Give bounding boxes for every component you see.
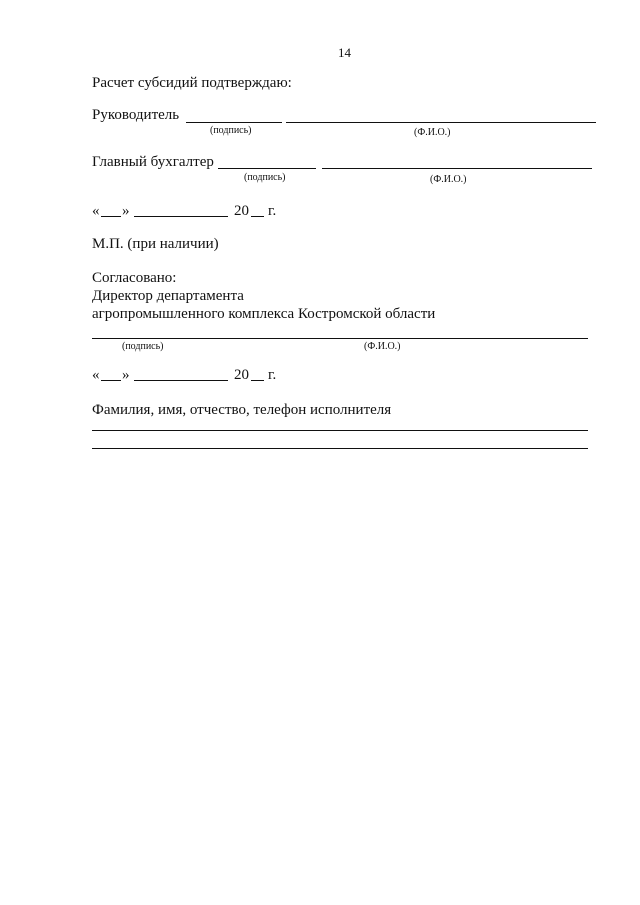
approval-name-caption: (Ф.И.О.): [364, 341, 401, 352]
approval-signature-line: [92, 338, 588, 339]
date-2-day-line: [101, 380, 121, 381]
chief-accountant-signature-line: [218, 168, 316, 169]
date-2-close-quote: »: [122, 367, 130, 383]
chief-accountant-name-caption: (Ф.И.О.): [430, 174, 467, 185]
head-signature-line: [186, 122, 282, 123]
approval-title-line-1: Директор департамента: [92, 288, 244, 304]
head-signature-caption: (подпись): [210, 125, 252, 136]
date-1-open-quote: «: [92, 203, 100, 219]
date-1-month-line: [134, 216, 228, 217]
approval-signature-caption: (подпись): [122, 341, 164, 352]
chief-accountant-label: Главный бухгалтер: [92, 154, 214, 170]
head-name-line: [286, 122, 596, 123]
date-2-month-line: [134, 380, 228, 381]
date-1-year-suffix: г.: [268, 203, 277, 219]
executor-label: Фамилия, имя, отчество, телефон исполнителя: [92, 402, 392, 418]
date-2-year-line: [251, 380, 264, 381]
confirm-heading: Расчет субсидий подтверждаю:: [92, 75, 292, 91]
date-2-open-quote: «: [92, 367, 100, 383]
date-1-close-quote: »: [122, 203, 130, 219]
chief-accountant-signature-caption: (подпись): [244, 172, 286, 183]
date-2-year-prefix: 20: [234, 367, 249, 383]
chief-accountant-name-line: [322, 168, 592, 169]
approval-title-line-2: агропромышленного комплекса Костромской области: [92, 306, 436, 322]
date-2-year-suffix: г.: [268, 367, 277, 383]
approval-heading: Согласовано:: [92, 270, 177, 286]
executor-line-2: [92, 448, 588, 449]
date-1-day-line: [101, 216, 121, 217]
date-1-year-prefix: 20: [234, 203, 249, 219]
date-1-year-line: [251, 216, 264, 217]
executor-line-1: [92, 430, 588, 431]
seal-note: М.П. (при наличии): [92, 236, 219, 252]
page-number: 14: [338, 45, 351, 60]
head-name-caption: (Ф.И.О.): [414, 127, 451, 138]
head-label: Руководитель: [92, 107, 180, 123]
